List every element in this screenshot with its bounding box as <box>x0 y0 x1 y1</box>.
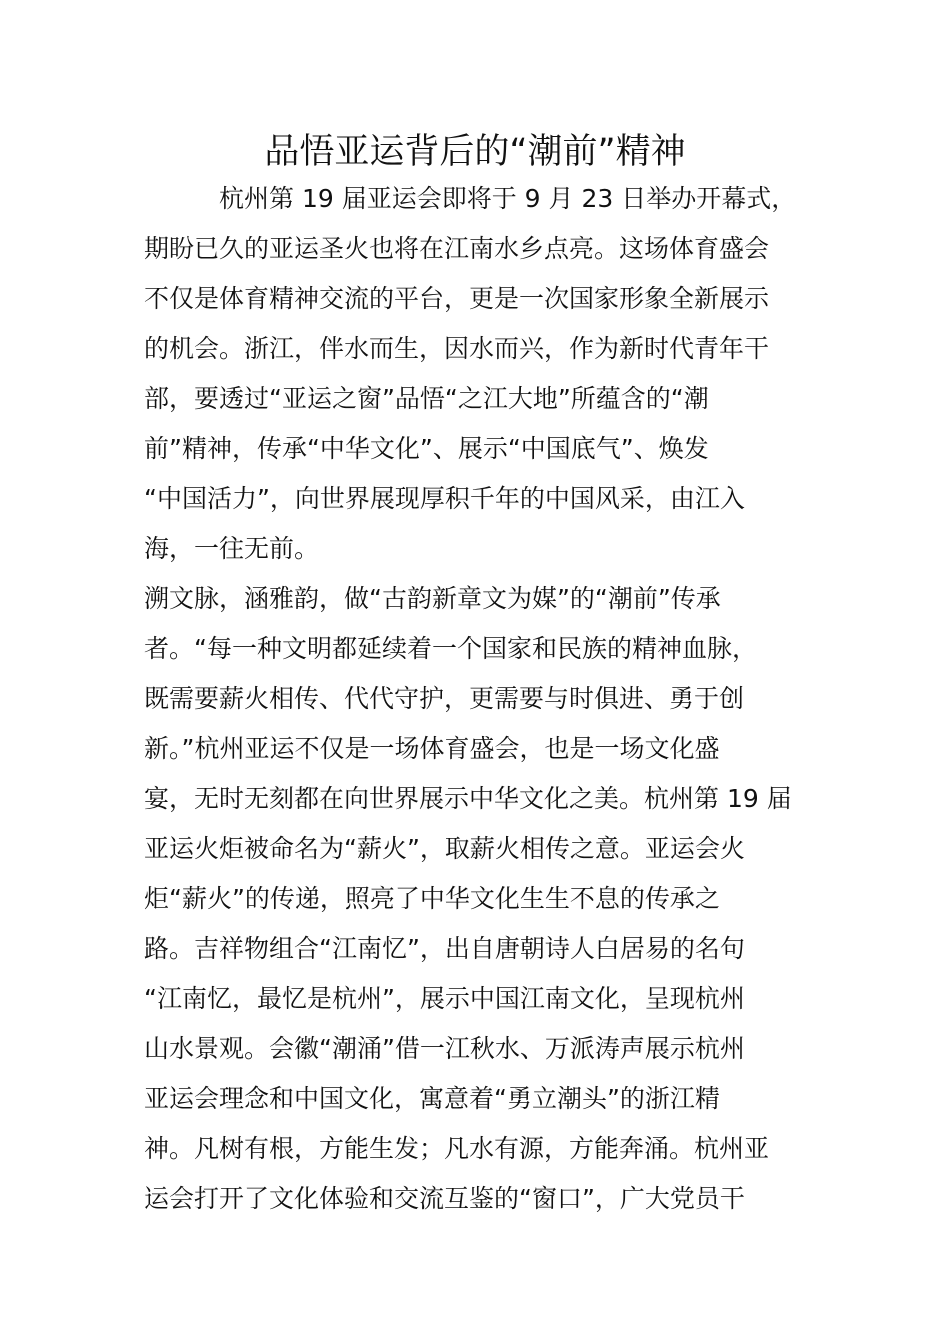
text-line: 山水景观。会徽“潮涌”借一江秋水、万派涛声展示杭州 <box>144 1034 745 1063</box>
text-line: 炬“薪火”的传递，照亮了中华文化生生不息的传承之 <box>144 884 720 913</box>
text-line: 亚运会理念和中国文化，寓意着“勇立潮头”的浙江精 <box>144 1084 720 1113</box>
text-line: 部，要透过“亚运之窗”品悟“之江大地”所蕴含的“潮 <box>144 384 709 413</box>
document-body <box>144 174 808 1224</box>
text-line: 前”精神，传承“中华文化”、展示“中国底气”、焕发 <box>144 434 709 463</box>
text-line: 杭州第 19 届亚运会即将于 9 月 23 日举办开幕式， <box>144 184 797 213</box>
document-title: 品悟亚运背后的“潮前”精神 <box>264 132 686 172</box>
text-line: 亚运火炬被命名为“薪火”，取薪火相传之意。亚运会火 <box>144 834 745 863</box>
text-line: 神。凡树有根，方能生发；凡水有源，方能奔涌。杭州亚 <box>144 1134 770 1163</box>
text-line: 路。吉祥物组合“江南忆”，出自唐朝诗人白居易的名句 <box>144 934 745 963</box>
text-line: 运会打开了文化体验和交流互鉴的“窗口”，广大党员干 <box>144 1184 745 1213</box>
text-line: 的机会。浙江，伴水而生，因水而兴，作为新时代青年干 <box>144 334 770 363</box>
text-line: “江南忆，最忆是杭州”，展示中国江南文化，呈现杭州 <box>144 984 745 1013</box>
text-line: 既需要薪火相传、代代守护，更需要与时俱进、勇于创 <box>144 684 745 713</box>
text-line: 海，一往无前。 <box>144 534 320 563</box>
text-line: 不仅是体育精神交流的平台，更是一次国家形象全新展示 <box>144 284 770 313</box>
text-line: 溯文脉，涵雅韵，做“古韵新章文为媒”的“潮前”传承 <box>144 584 721 613</box>
text-line: 期盼已久的亚运圣火也将在江南水乡点亮。这场体育盛会 <box>144 234 770 263</box>
text-line: “中国活力”，向世界展现厚积千年的中国风采，由江入 <box>144 484 745 513</box>
text-line: 新。”杭州亚运不仅是一场体育盛会，也是一场文化盛 <box>144 734 720 763</box>
text-line: 宴，无时无刻都在向世界展示中华文化之美。杭州第 19 届 <box>144 784 792 813</box>
text-line: 者。“每一种文明都延续着一个国家和民族的精神血脉， <box>144 634 757 663</box>
